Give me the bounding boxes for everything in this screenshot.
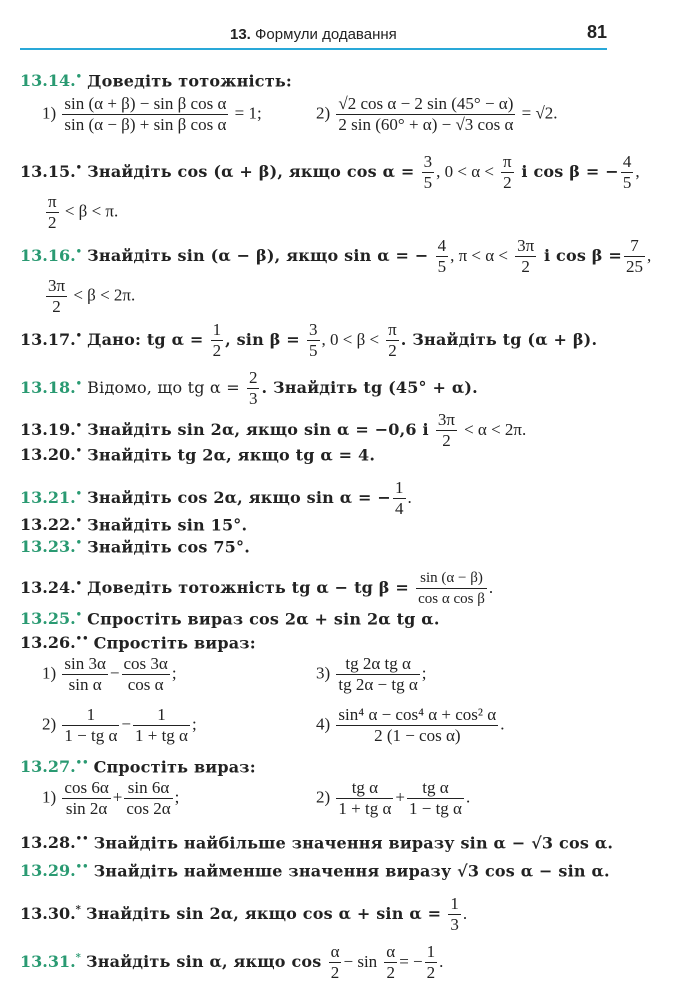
problem-text: Знайдіть sin α, якщо cos xyxy=(86,952,322,971)
problem-13-18 xyxy=(20,368,478,409)
fraction xyxy=(307,320,320,361)
problem-number: 13.22.• xyxy=(20,515,83,535)
problem-13-26-item-4 xyxy=(316,705,504,746)
problem-number: 13.24.• xyxy=(20,578,83,597)
problem-13-28 xyxy=(20,830,613,853)
fraction xyxy=(62,778,110,819)
problem-13-27-item-1 xyxy=(42,778,179,819)
problem-13-14 xyxy=(20,68,292,91)
item-label: 2) xyxy=(316,103,331,123)
numerator: 1 xyxy=(62,705,119,726)
fraction xyxy=(247,368,260,409)
problem-13-17 xyxy=(20,320,597,361)
item-label: 2) xyxy=(42,714,57,734)
denominator: 5 xyxy=(437,257,447,276)
problem-number: 13.27.•• xyxy=(20,757,89,777)
problem-text: Спростіть вираз cos 2α + sin 2α tg α. xyxy=(87,609,440,629)
fraction xyxy=(62,705,119,746)
problem-number: 13.30.* xyxy=(20,904,81,923)
expr-text: . xyxy=(500,714,505,734)
expr-text: < β < 2π. xyxy=(73,285,136,305)
problem-number: 13.25.• xyxy=(20,609,83,629)
denominator: cos 2α xyxy=(126,799,171,818)
fraction xyxy=(329,942,342,983)
denominator: sin α xyxy=(68,675,102,694)
problem-13-14-item-1 xyxy=(42,94,262,135)
problem-number: 13.21.• xyxy=(20,488,83,507)
numerator: 3π xyxy=(517,236,535,255)
problem-number: 13.28.•• xyxy=(20,833,89,853)
denominator: 2 xyxy=(212,341,222,360)
expr-text: , xyxy=(635,162,640,181)
problem-13-16 xyxy=(20,236,651,277)
problem-13-24 xyxy=(20,568,493,609)
fraction xyxy=(46,276,67,317)
fraction xyxy=(336,94,515,135)
fraction xyxy=(133,705,190,746)
numerator: π xyxy=(388,320,397,339)
denominator: 5 xyxy=(622,173,632,192)
expr-text: і cos β = − xyxy=(515,162,619,181)
numerator: 2 xyxy=(248,368,258,387)
problem-text: Дано: tg α = xyxy=(87,330,204,349)
numerator: 1 xyxy=(450,894,459,913)
problem-number: 13.26.•• xyxy=(20,633,89,653)
denominator: 2 xyxy=(52,297,61,316)
numerator: cos 3α xyxy=(123,654,168,673)
expr-text: , 0 < β < xyxy=(321,330,380,349)
numerator: sin 6α xyxy=(124,778,172,799)
page-header xyxy=(20,22,607,50)
numerator: 3π xyxy=(48,276,66,295)
problem-text: Знайдіть cos 75°. xyxy=(87,537,250,557)
expr-text: − sin xyxy=(343,952,378,971)
fraction xyxy=(336,705,498,746)
denominator: tg 2α − tg α xyxy=(338,675,418,694)
fraction xyxy=(336,778,393,819)
expr-text: < α < 2π. xyxy=(464,420,527,439)
problem-text: Відомо, що tg α = xyxy=(87,378,240,397)
expr-text: . Знайдіть tg (α + β). xyxy=(400,330,598,349)
denominator: 2 xyxy=(442,431,451,450)
numerator: sin 3α xyxy=(64,654,106,673)
item-label: 4) xyxy=(316,714,331,734)
problem-13-31 xyxy=(20,942,443,983)
problem-13-27 xyxy=(20,754,256,777)
fraction xyxy=(384,942,397,983)
problem-number: 13.31.* xyxy=(20,952,81,971)
fraction xyxy=(393,478,406,519)
expr-text: . xyxy=(488,578,494,597)
fraction xyxy=(515,236,536,277)
problem-13-23 xyxy=(20,534,250,557)
page-number: 81 xyxy=(586,22,607,42)
problem-13-30 xyxy=(20,894,467,935)
expr-text: . xyxy=(465,787,471,807)
numerator: α xyxy=(386,942,396,961)
fraction xyxy=(436,236,449,277)
problem-number: 13.23.• xyxy=(20,537,83,557)
problem-13-15-line-2 xyxy=(44,192,118,233)
denominator: 25 xyxy=(626,257,643,276)
problem-text: Доведіть тотожність: xyxy=(87,71,292,91)
denominator: 5 xyxy=(423,173,433,192)
item-label: 1) xyxy=(42,787,57,807)
denominator: 3 xyxy=(248,389,258,408)
item-label: 1) xyxy=(42,103,57,123)
problem-text: Знайдіть sin 15°. xyxy=(87,515,248,535)
denominator: 3 xyxy=(450,915,459,934)
problem-number: 13.17.• xyxy=(20,330,83,349)
denominator: 2 xyxy=(386,963,395,982)
problem-text: Знайдіть найбільше значення виразу sin α − √3 cos α. xyxy=(93,833,614,853)
numerator: 1 xyxy=(133,705,190,726)
numerator: π xyxy=(48,192,57,211)
denominator: 1 − tg α xyxy=(408,799,462,818)
item-label: 2) xyxy=(316,787,331,807)
problem-13-15 xyxy=(20,152,640,193)
problem-number: 13.15.• xyxy=(20,162,83,181)
chapter-number: 13. xyxy=(230,26,251,43)
problem-text: Знайдіть sin 2α, якщо cos α + sin α = xyxy=(86,904,442,923)
item-label: 3) xyxy=(316,663,331,683)
numerator: tg 2α tg α xyxy=(336,654,419,675)
rhs: = 1; xyxy=(234,103,262,123)
problem-text: Знайдіть sin (α − β), якщо sin α = − xyxy=(87,246,429,265)
denominator: 2 xyxy=(503,173,512,192)
problem-number: 13.20.• xyxy=(20,445,83,465)
fraction xyxy=(407,778,464,819)
numerator: 1 xyxy=(395,478,404,497)
problem-13-16-line-2 xyxy=(44,276,135,317)
fraction xyxy=(62,654,108,695)
numerator: cos 6α xyxy=(64,778,109,797)
expr-text: , π < α < xyxy=(450,246,508,265)
numerator: 1 xyxy=(212,320,222,339)
fraction xyxy=(425,942,438,983)
problem-13-26-item-3 xyxy=(316,654,427,695)
operator: − xyxy=(109,663,120,683)
expr-text: . Знайдіть tg (45° + α). xyxy=(261,378,478,397)
problem-13-29 xyxy=(20,858,610,881)
problem-text: Знайдіть sin 2α, якщо sin α = −0,6 і xyxy=(87,420,429,439)
numerator: sin⁴ α − cos⁴ α + cos² α xyxy=(338,705,497,724)
fraction xyxy=(124,778,172,819)
problem-number: 13.19.• xyxy=(20,420,83,439)
fraction xyxy=(436,410,457,451)
denominator: cos α cos β xyxy=(418,591,485,607)
numerator: tg α xyxy=(336,778,393,799)
denominator: 2 sin (60° + α) − √3 cos α xyxy=(338,115,514,134)
denominator: 1 + tg α xyxy=(338,799,392,818)
denominator: 1 + tg α xyxy=(134,726,188,745)
fraction xyxy=(448,894,461,935)
problem-text: Доведіть тотожність tg α − tg β = xyxy=(87,578,410,597)
problem-13-14-item-2 xyxy=(316,94,558,135)
fraction xyxy=(46,192,59,233)
chapter-title-text: Формули додавання xyxy=(255,26,397,43)
problem-text: Знайдіть найменше значення виразу √3 cos α − sin α. xyxy=(93,861,610,881)
denominator: 2 (1 − cos α) xyxy=(374,726,461,745)
denominator: 2 xyxy=(521,257,530,276)
numerator: 3 xyxy=(423,152,433,171)
expr-text: . xyxy=(407,488,412,507)
problem-text: Спростіть вираз: xyxy=(93,633,256,653)
numerator: α xyxy=(330,942,340,961)
numerator: 7 xyxy=(624,236,645,257)
fraction xyxy=(422,152,435,193)
expr-text: ; xyxy=(174,787,180,807)
numerator: 4 xyxy=(437,236,447,255)
denominator: cos α xyxy=(127,675,164,694)
numerator: 1 xyxy=(426,942,436,961)
denominator: 2 xyxy=(330,963,340,982)
expr-text: ; xyxy=(191,714,197,734)
operator: + xyxy=(395,787,405,807)
problem-13-22 xyxy=(20,512,247,535)
expr-text: і cos β = xyxy=(538,246,622,265)
numerator: 3 xyxy=(309,320,318,339)
rhs: = √2. xyxy=(521,103,558,123)
problem-13-26-item-2 xyxy=(42,705,197,746)
fraction xyxy=(624,236,645,277)
denominator: sin 2α xyxy=(65,799,108,818)
problem-text: Знайдіть tg 2α, якщо tg α = 4. xyxy=(87,445,376,465)
expr-text: , 0 < α < xyxy=(436,162,494,181)
item-label: 1) xyxy=(42,663,57,683)
numerator: 3π xyxy=(437,410,455,429)
numerator: sin (α − β) xyxy=(416,568,487,589)
expr-text: < β < π. xyxy=(64,201,119,221)
numerator: sin (α + β) − sin β cos α xyxy=(64,94,227,113)
denominator: 2 xyxy=(388,341,397,360)
problem-13-27-item-2 xyxy=(316,778,470,819)
problem-13-20 xyxy=(20,442,375,465)
fraction xyxy=(122,654,170,695)
numerator: π xyxy=(503,152,512,171)
numerator: 4 xyxy=(622,152,632,171)
expr-text: ; xyxy=(171,663,177,683)
expr-text: = − xyxy=(399,952,423,971)
problem-number: 13.29.•• xyxy=(20,861,89,881)
expr-text: , sin β = xyxy=(225,330,300,349)
fraction xyxy=(336,654,419,695)
problem-text: Спростіть вираз: xyxy=(93,757,256,777)
denominator: 4 xyxy=(395,499,404,518)
fraction xyxy=(621,152,634,193)
denominator: 2 xyxy=(48,213,57,232)
expr-text: , xyxy=(647,246,652,265)
operator: − xyxy=(121,714,131,734)
problem-number: 13.18.• xyxy=(20,378,83,397)
problem-number: 13.16.• xyxy=(20,246,83,265)
expr-text: . xyxy=(462,904,468,923)
problem-13-26 xyxy=(20,630,256,653)
denominator: 1 − tg α xyxy=(64,726,118,745)
problem-13-25 xyxy=(20,606,440,629)
problem-text: Знайдіть cos (α + β), якщо cos α = xyxy=(87,162,415,181)
operator: + xyxy=(112,787,123,807)
denominator: 5 xyxy=(309,341,318,360)
problem-number: 13.14.• xyxy=(20,71,83,91)
expr-text: . xyxy=(439,952,444,971)
numerator: tg α xyxy=(407,778,464,799)
problem-13-26-item-1 xyxy=(42,654,177,695)
denominator: 2 xyxy=(426,963,436,982)
numerator: √2 cos α − 2 sin (45° − α) xyxy=(338,94,514,113)
chapter-title xyxy=(230,26,397,43)
fraction xyxy=(62,94,228,135)
fraction xyxy=(501,152,514,193)
denominator: sin (α − β) + sin β cos α xyxy=(64,115,227,134)
fraction xyxy=(386,320,399,361)
problem-text: Знайдіть cos 2α, якщо sin α = − xyxy=(87,488,392,507)
expr-text: ; xyxy=(421,663,427,683)
fraction xyxy=(211,320,224,361)
fraction xyxy=(416,568,487,609)
